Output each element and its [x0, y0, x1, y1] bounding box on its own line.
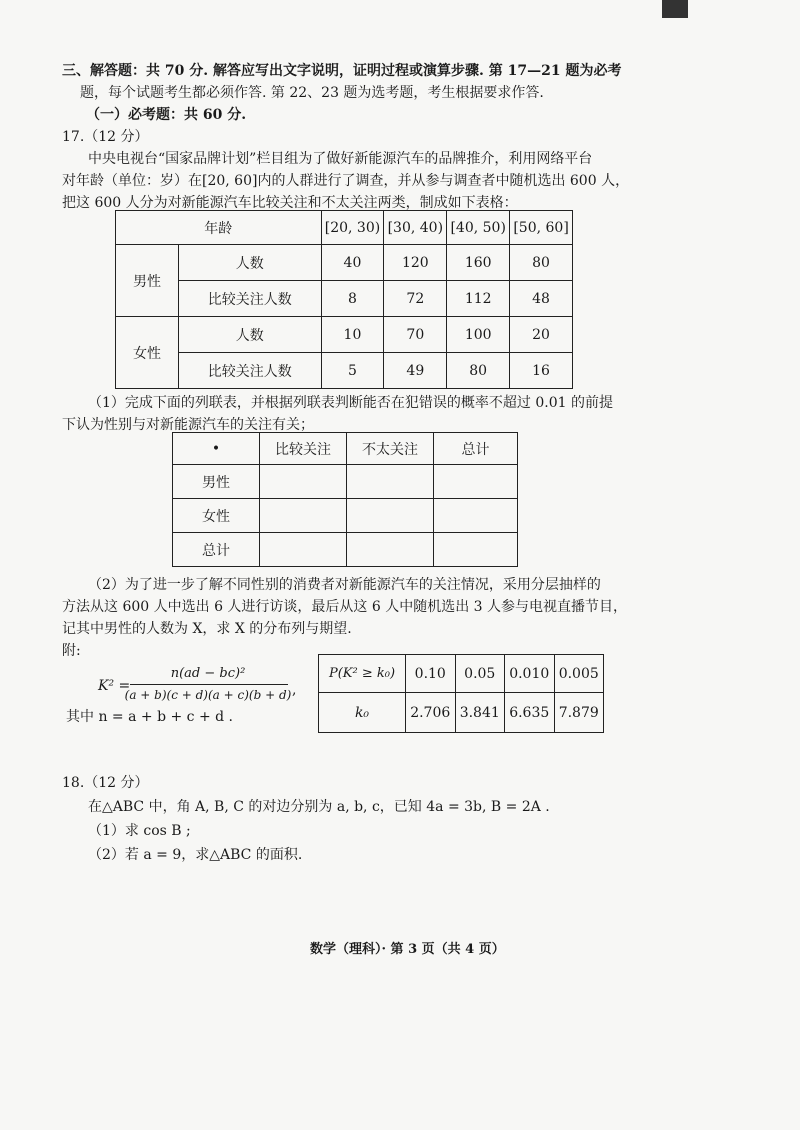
- q18-part1: （1）求 cos B ;: [88, 823, 191, 839]
- male-focus-3: 112: [447, 281, 510, 317]
- part2-line3: 记其中男性的人数为 X，求 X 的分布列与期望.: [62, 621, 352, 637]
- male-label: 男性: [116, 245, 179, 317]
- q17-intro-line2: 对年龄（单位：岁）在[20, 60]内的人群进行了调查，并从参与调查者中随机选出 600 人，: [62, 173, 630, 189]
- p-label: P(K² ≥ k₀): [319, 655, 406, 693]
- male-focus-4: 48: [510, 281, 573, 317]
- male-focus-2: 72: [384, 281, 447, 317]
- critical-values-table: [318, 654, 604, 733]
- appendix-label: 附:: [62, 643, 81, 659]
- female-count-label: 人数: [179, 317, 322, 353]
- female-focus-4: 16: [510, 353, 573, 389]
- q17-intro-line3: 把这 600 人分为对新能源汽车比较关注和不太关注两类，制成如下表格：: [62, 195, 518, 211]
- section-header-line1: 三、解答题：共 70 分. 解答应写出文字说明，证明过程或演算步骤. 第 17—21 题为必考: [62, 63, 622, 79]
- formula-where: 其中 n = a + b + c + d .: [66, 709, 234, 725]
- blank-cell: [347, 465, 434, 499]
- male-count-2: 120: [384, 245, 447, 281]
- formula-numerator: n(ad − bc)²: [170, 666, 246, 681]
- page-footer: 数学（理科）· 第 3 页（共 4 页）: [310, 942, 505, 957]
- blank-cell: [434, 499, 518, 533]
- part2-line2: 方法从这 600 人中选出 6 人进行访谈，最后从这 6 人中随机选出 3 人参与电视直播节目，: [62, 599, 628, 615]
- formula-lhs: K² =: [98, 678, 131, 694]
- col-focused: 比较关注: [260, 433, 347, 465]
- col-total: 总计: [434, 433, 518, 465]
- female-focus-label: 比较关注人数: [179, 353, 322, 389]
- q18-part2: （2）若 a = 9，求△ABC 的面积.: [88, 847, 303, 863]
- row-total: 总计: [173, 533, 260, 567]
- row-female: 女性: [173, 499, 260, 533]
- female-label: 女性: [116, 317, 179, 389]
- k-value-2: 3.841: [455, 693, 505, 733]
- female-count-4: 20: [510, 317, 573, 353]
- female-count-2: 70: [384, 317, 447, 353]
- contingency-corner: •: [173, 433, 260, 465]
- age-col-1: [20, 30): [321, 211, 384, 245]
- scan-corner-mark: [662, 0, 688, 18]
- formula-comma: ,: [292, 682, 297, 698]
- part1-line2: 下认为性别与对新能源汽车的关注有关；: [62, 417, 314, 433]
- age-header: 年龄: [116, 211, 322, 245]
- formula-denominator: (a + b)(c + d)(a + c)(b + d): [124, 688, 292, 702]
- age-col-2: [30, 40): [384, 211, 447, 245]
- p-value-2: 0.05: [455, 655, 505, 693]
- row-male: 男性: [173, 465, 260, 499]
- male-count-3: 160: [447, 245, 510, 281]
- male-count-label: 人数: [179, 245, 322, 281]
- male-focus-1: 8: [321, 281, 384, 317]
- part2-line1: （2）为了进一步了解不同性别的消费者对新能源汽车的关注情况，采用分层抽样的: [88, 577, 601, 593]
- female-focus-2: 49: [384, 353, 447, 389]
- p-value-1: 0.10: [406, 655, 456, 693]
- male-focus-label: 比较关注人数: [179, 281, 322, 317]
- p-value-4: 0.005: [554, 655, 604, 693]
- q17-heading: 17.（12 分）: [62, 129, 149, 145]
- male-count-1: 40: [321, 245, 384, 281]
- k-value-3: 6.635: [505, 693, 555, 733]
- blank-cell: [260, 465, 347, 499]
- blank-cell: [347, 499, 434, 533]
- blank-cell: [260, 499, 347, 533]
- blank-cell: [347, 533, 434, 567]
- age-col-4: [50, 60]: [510, 211, 573, 245]
- k-value-4: 7.879: [554, 693, 604, 733]
- fraction-bar: [130, 684, 288, 685]
- survey-table: [115, 210, 573, 389]
- k-value-1: 2.706: [406, 693, 456, 733]
- female-count-1: 10: [321, 317, 384, 353]
- section-subheader: （一）必考题：共 60 分.: [86, 107, 247, 123]
- male-count-4: 80: [510, 245, 573, 281]
- part1-line1: （1）完成下面的列联表，并根据列联表判断能否在犯错误的概率不超过 0.01 的前提: [88, 395, 613, 411]
- q17-intro-line1: 中央电视台“国家品牌计划”栏目组为了做好新能源汽车的品牌推介，利用网络平台: [88, 151, 593, 167]
- contingency-table: [172, 432, 518, 567]
- q18-heading: 18.（12 分）: [62, 775, 149, 791]
- section-header-line2: 题，每个试题考生都必须作答. 第 22、23 题为选考题，考生根据要求作答.: [80, 85, 544, 101]
- female-focus-3: 80: [447, 353, 510, 389]
- age-col-3: [40, 50): [447, 211, 510, 245]
- female-focus-1: 5: [321, 353, 384, 389]
- blank-cell: [434, 465, 518, 499]
- female-count-3: 100: [447, 317, 510, 353]
- col-not-focused: 不太关注: [347, 433, 434, 465]
- blank-cell: [260, 533, 347, 567]
- p-value-3: 0.010: [505, 655, 555, 693]
- blank-cell: [434, 533, 518, 567]
- q18-text: 在△ABC 中，角 A, B, C 的对边分别为 a, b, c，已知 4a = 3b, B = 2A .: [88, 799, 550, 815]
- k-label: k₀: [319, 693, 406, 733]
